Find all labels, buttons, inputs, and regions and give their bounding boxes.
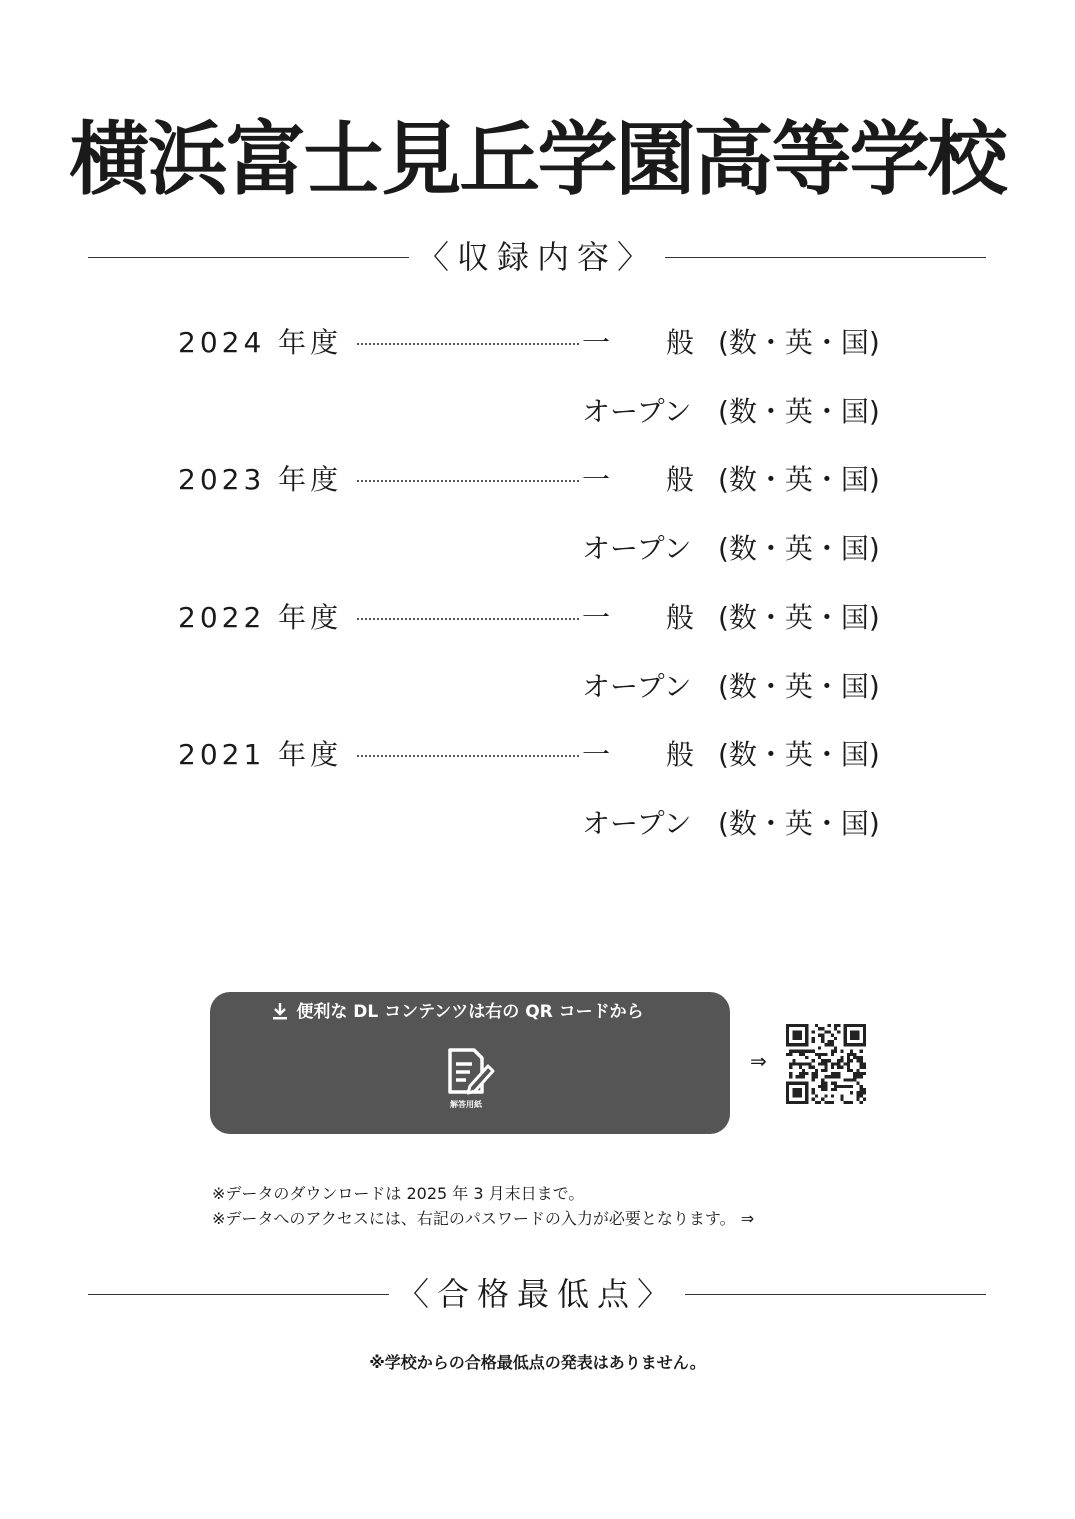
contents-row [0, 667, 1075, 707]
answer-sheet-label: 解答用紙 [450, 1100, 482, 1109]
subjects: (数・英・国) [718, 806, 880, 840]
contents-row [0, 460, 1075, 500]
contents-row [0, 804, 1075, 844]
contents-row [0, 323, 1075, 363]
subjects: (数・英・国) [718, 600, 880, 634]
exam-type: オープン [582, 394, 692, 428]
subjects: (数・英・国) [718, 394, 880, 428]
subjects: (数・英・国) [718, 669, 880, 703]
min-score-header: 〈合格最低点〉 [389, 1274, 685, 1314]
dotted-leader [357, 480, 579, 482]
contents-row [0, 735, 1075, 775]
contents-row [0, 598, 1075, 638]
exam-type: 一 般 [582, 326, 695, 359]
year-label: 2022 年度 [178, 600, 343, 634]
exam-type: 一 般 [582, 600, 695, 634]
min-score-divider [88, 1274, 986, 1314]
contents-divider [88, 237, 986, 277]
qr-code[interactable] [786, 1024, 866, 1104]
download-text: 便利な DL コンテンツは右の QR コードから [296, 1002, 644, 1022]
subjects: (数・英・国) [718, 532, 880, 566]
download-icon [270, 1001, 290, 1021]
password-note: ※データへのアクセスには、右記のパスワードの入力が必要となります。 ⇒ [212, 1209, 755, 1228]
year-label: 2021 年度 [178, 738, 343, 772]
dotted-leader [357, 755, 579, 757]
year-label: 2024 年度 [178, 326, 343, 359]
subjects: (数・英・国) [718, 738, 880, 772]
dotted-leader [357, 343, 579, 345]
exam-type: 一 般 [582, 738, 695, 772]
subjects: (数・英・国) [718, 463, 880, 497]
min-score-note: ※学校からの合格最低点の発表はありません。 [369, 1353, 706, 1372]
year-label: 2023 年度 [178, 463, 343, 497]
exam-type: オープン [582, 532, 692, 566]
contents-row [0, 529, 1075, 569]
exam-type: 一 般 [582, 463, 695, 497]
school-title: 横浜富士見丘学園高等学校 [69, 113, 1006, 206]
exam-type: オープン [582, 806, 692, 840]
contents-row [0, 392, 1075, 432]
download-deadline-note: ※データのダウンロードは 2025 年 3 月末日まで。 [212, 1184, 585, 1203]
dotted-leader [357, 618, 579, 620]
subjects: (数・英・国) [718, 326, 880, 359]
answer-sheet-icon[interactable] [442, 1046, 496, 1112]
contents-header: 〈収録内容〉 [409, 237, 665, 277]
exam-type: オープン [582, 669, 692, 703]
arrow-to-qr: ⇒ [750, 1049, 767, 1073]
